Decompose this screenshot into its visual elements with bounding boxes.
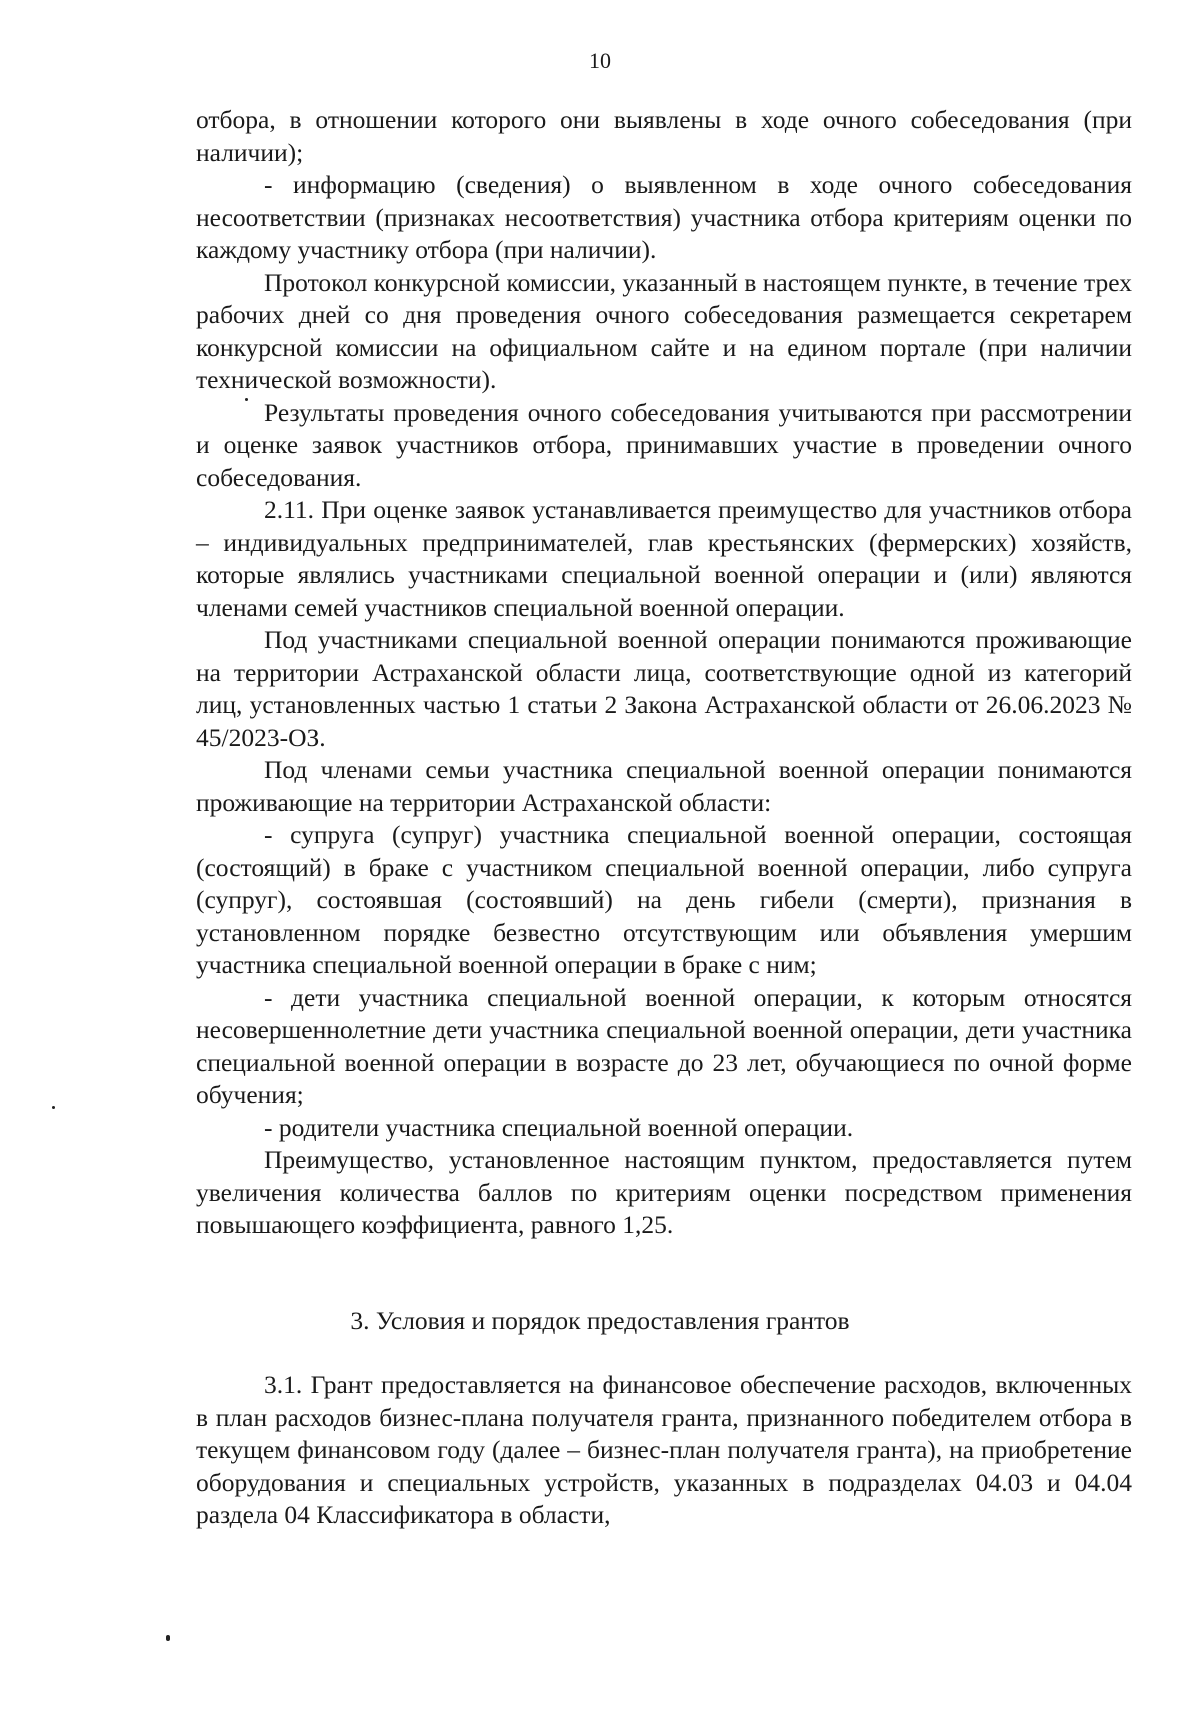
paragraph: Протокол конкурсной комиссии, указанный в настоящем пункте, в течение трех рабочих дней со дня проведения очного собеседования размещается секретарем конкурсной комиссии на официальном сайте и на едином портале (при наличии технической возможности). <box>196 267 1132 394</box>
scan-speck <box>52 1106 55 1109</box>
paragraph: Результаты проведения очного собеседования учитываются при рассмотрении и оценке заявок участников отбора, принимавших участие в проведении очного собеседования. <box>196 397 1132 492</box>
page-number: 10 <box>589 48 611 73</box>
document-body <box>196 104 1132 1242</box>
paragraph: Под членами семьи участника специальной военной операции понимаются проживающие на территории Астраханской области: <box>196 755 1132 817</box>
section-body <box>196 1369 1132 1532</box>
paragraph: Преимущество, установленное настоящим пунктом, предоставляется путем увеличения количества баллов по критериям оценки посредством применения повышающего коэффициента, равного 1,25. <box>196 1145 1132 1239</box>
paragraph: отбора, в отношении которого они выявлены в ходе очного собеседования (при наличии); <box>196 105 1132 167</box>
paragraph: - супруга (супруг) участника специальной военной операции, состоящая (состоящий) в браке с участником специальной военной операции, либо супруга (супруг), состоявшая (состоявший) на день гибели (смерти), признания в установленном порядке безвестно отсутствующим или объявления умершим участника специальной военной операции в браке с ним; <box>196 820 1132 979</box>
paragraph: - информацию (сведения) о выявленном в ходе очного собеседования несоответствии (признаках несоответствия) участника отбора критериям оценки по каждому участнику отбора (при наличии). <box>196 170 1132 264</box>
scan-speck <box>245 398 248 401</box>
paragraph: 2.11. При оценке заявок устанавливается преимущество для участников отбора – индивидуальных предпринимателей, глав крестьянских (фермерских) хозяйств, которые являлись участниками специальной военной операции и (или) являются членами семей участников специальной военной операции. <box>196 495 1132 622</box>
paragraph: Под участниками специальной военной операции понимаются проживающие на территории Астраханской области лица, соответствующие одной из категорий лиц, установленных частью 1 статьи 2 Закона Астраханской области от 26.06.2023 № 45/2023-ОЗ. <box>196 625 1132 752</box>
paragraph: 3.1. Грант предоставляется на финансовое обеспечение расходов, включенных в план расходов бизнес-плана получателя гранта, признанного победителем отбора в текущем финансовом году (далее – бизнес-план получателя гранта), на приобретение оборудования и специальных устройств, указанных в подразделах 04.03 и 04.04 раздела 04 Классификатора в области, <box>196 1370 1132 1529</box>
section-heading: 3. Условия и порядок предоставления грантов <box>350 1306 850 1335</box>
scan-speck <box>166 1635 170 1641</box>
paragraph: - дети участника специальной военной операции, к которым относятся несовершеннолетние дети участника специальной военной операции, дети участника специальной военной операции в возрасте до 23 лет, обучающиеся по очной форме обучения; <box>196 982 1132 1109</box>
paragraph: - родители участника специальной военной операции. <box>264 1112 854 1142</box>
